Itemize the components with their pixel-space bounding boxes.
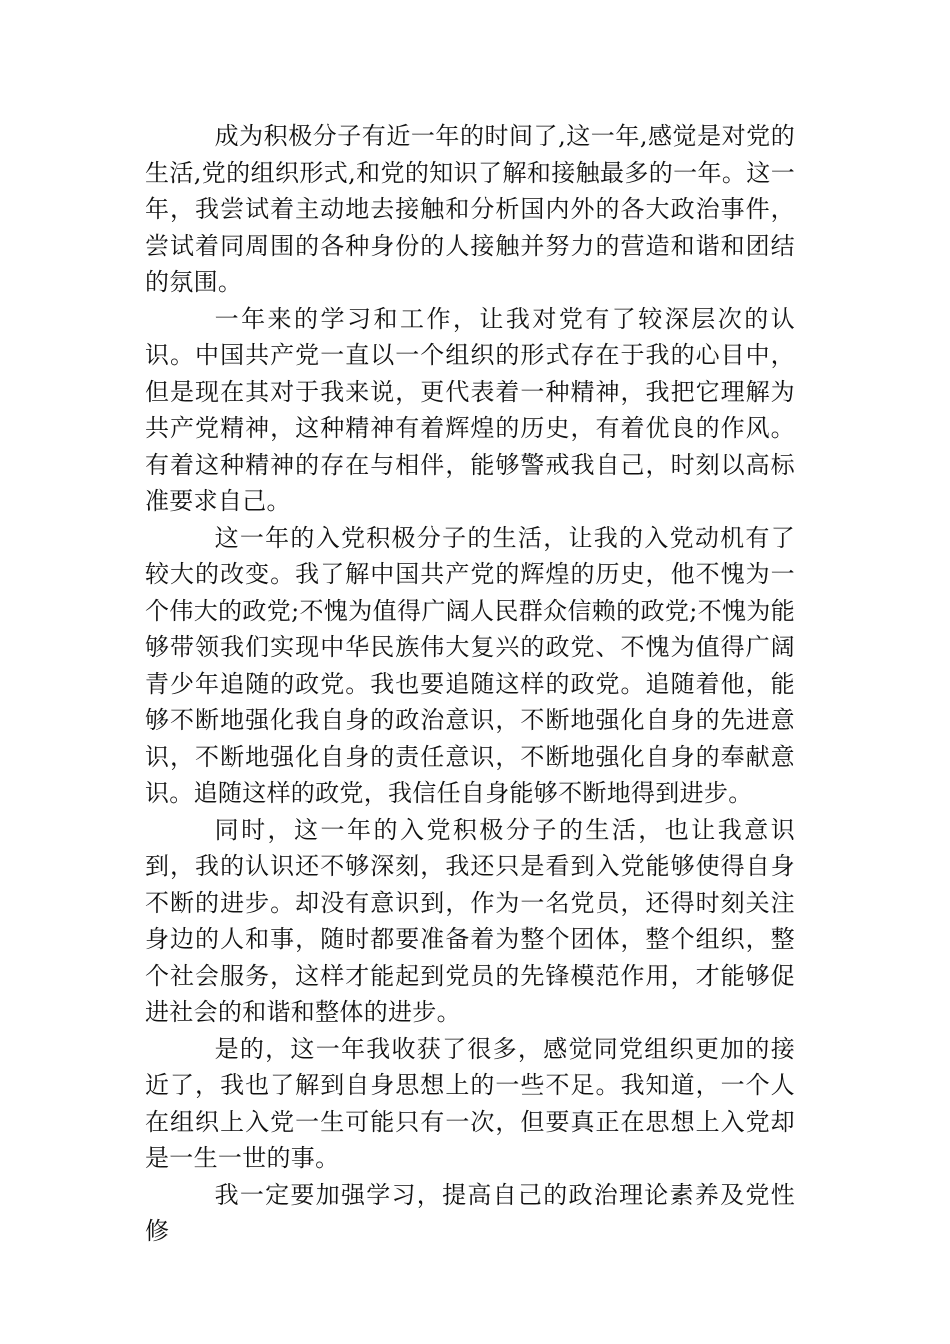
paragraph-5: 是的，这一年我收获了很多，感觉同党组织更加的接近了，我也了解到自身思想上的一些不足。我知道，一个人在组织上入党一生可能只有一次，但要真正在思想上入党却是一生一世的事。 xyxy=(145,1034,795,1172)
paragraph-6: 我一定要加强学习，提高自己的政治理论素养及党性修 xyxy=(145,1180,795,1245)
paragraph-2: 一年来的学习和工作，让我对党有了较深层次的认识。中国共产党一直以一个组织的形式存在于我的心目中，但是现在其对于我来说，更代表着一种精神，我把它理解为共产党精神，这种精神有着辉煌的历史，有着优良的作风。有着这种精神的存在与相伴，能够警戒我自己，时刻以高标准要求自己。 xyxy=(145,304,795,515)
document-body xyxy=(145,118,795,1250)
paragraph-4: 同时，这一年的入党积极分子的生活，也让我意识到，我的认识还不够深刻，我还只是看到入党能够使得自身不断的进步。却没有意识到，作为一名党员，还得时刻关注身边的人和事，随时都要准备着为整个团体，整个组织，整个社会服务，这样才能起到党员的先锋模范作用，才能够促进社会的和谐和整体的进步。 xyxy=(145,815,795,1026)
paragraph-1: 成为积极分子有近一年的时间了,这一年,感觉是对党的生活,党的组织形式,和党的知识了解和接触最多的一年。这一年，我尝试着主动地去接触和分析国内外的各大政治事件，尝试着同周围的各种身份的人接触并努力的营造和谐和团结的氛围。 xyxy=(145,122,795,296)
paragraph-3: 这一年的入党积极分子的生活，让我的入党动机有了较大的改变。我了解中国共产党的辉煌的历史，他不愧为一个伟大的政党;不愧为值得广阔人民群众信赖的政党;不愧为能够带领我们实现中华民族伟大复兴的政党、不愧为值得广阔青少年追随的政党。我也要追随这样的政党。追随着他，能够不断地强化我自身的政治意识，不断地强化自身的先进意识，不断地强化自身的责任意识，不断地强化自身的奉献意识。追随这样的政党，我信任自身能够不断地得到进步。 xyxy=(145,523,795,807)
